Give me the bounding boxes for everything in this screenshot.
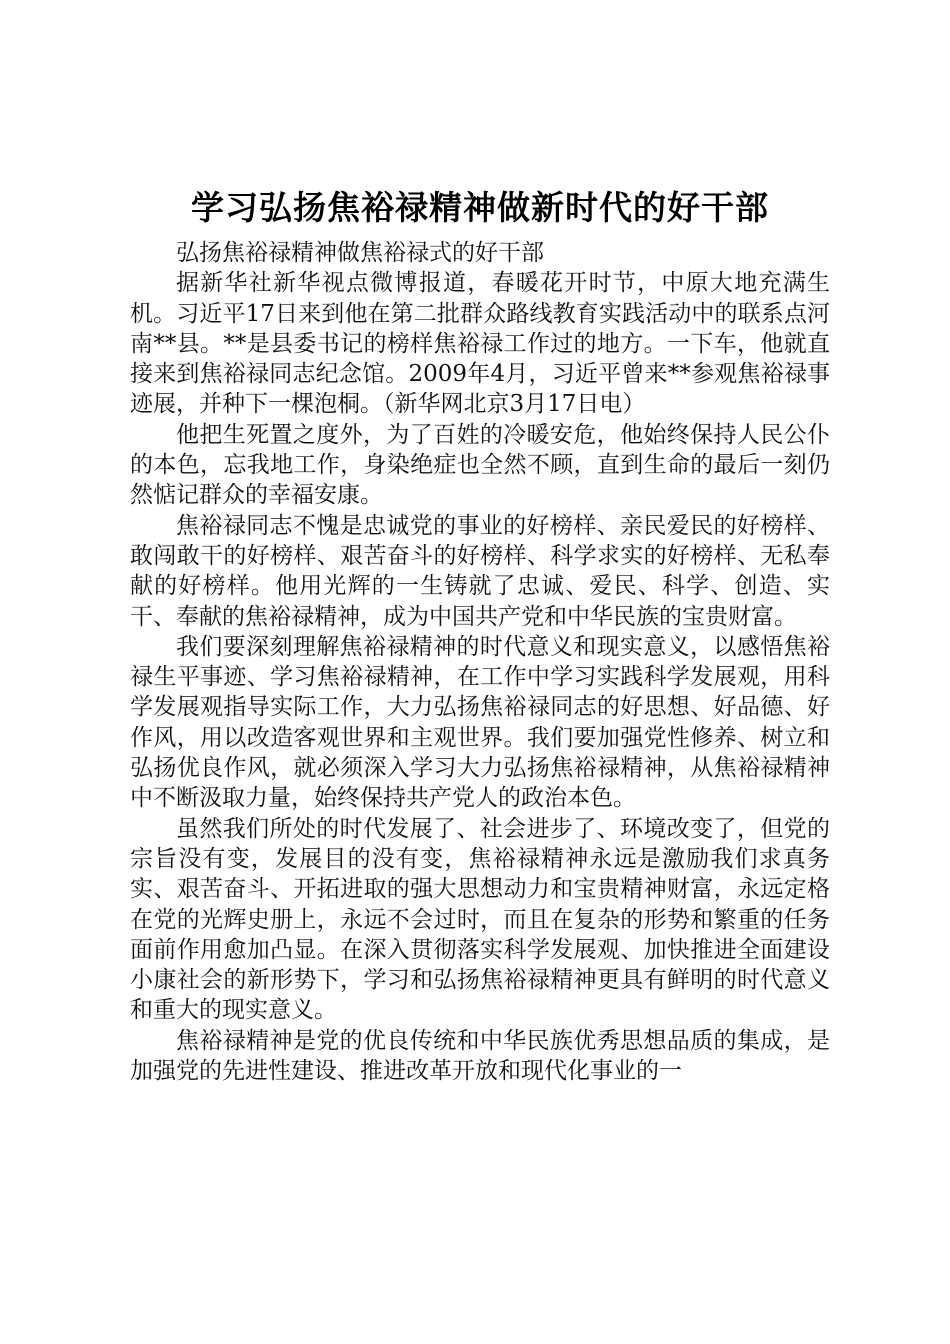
body-paragraph: 我们要深刻理解焦裕禄精神的时代意义和现实意义，以感悟焦裕禄生平事迹、学习焦裕禄精神，在工作中学习实践科学发展观，用科学发展观指导实际工作，大力弘扬焦裕禄同志的好思想、好品德、好作风，用以改造客观世界和主观世界。我们要加强党性修养、树立和弘扬优良作风，就必须深入学习大力弘扬焦裕禄精神，从焦裕禄精神中不断汲取力量，始终保持共产党人的政治本色。: [130, 633, 830, 812]
body-paragraph: 据新华社新华视点微博报道，春暖花开时节，中原大地充满生机。习近平17日来到他在第二批群众路线教育实践活动中的联系点河南**县。**是县委书记的榜样焦裕禄工作过的地方。一下车，他就直接来到焦裕禄同志纪念馆。2009年4月，习近平曾来**参观焦裕禄事迹展，并种下一棵泡桐。（新华网北京3月17日电）: [130, 270, 830, 418]
subtitle-paragraph: 弘扬焦裕禄精神做焦裕禄式的好干部: [176, 240, 544, 266]
body-paragraph: 焦裕禄同志不愧是忠诚党的事业的好榜样、亲民爱民的好榜样、敢闯敢干的好榜样、艰苦奋斗的好榜样、科学求实的好榜样、无私奉献的好榜样。他用光辉的一生铸就了忠诚、爱民、科学、创造、实干、奉献的焦裕禄精神，成为中国共产党和中华民族的宝贵财富。: [130, 512, 830, 630]
body-paragraph: 虽然我们所处的时代发展了、社会进步了、环境改变了，但党的宗旨没有变，发展目的没有变，焦裕禄精神永远是激励我们求真务实、艰苦奋斗、开拓进取的强大思想动力和宝贵精神财富，永远定格在党的光辉史册上，永远不会过时，而且在复杂的形势和繁重的任务面前作用愈加凸显。在深入贯彻落实科学发展观、加快推进全面建设小康社会的新形势下，学习和弘扬焦裕禄精神更具有鲜明的时代意义和重大的现实意义。: [130, 815, 830, 1024]
document-title: 学习弘扬焦裕禄精神做新时代的好干部: [191, 188, 769, 227]
body-paragraph: 他把生死置之度外，为了百姓的冷暖安危，他始终保持人民公仆的本色，忘我地工作，身染绝症也全然不顾，直到生命的最后一刻仍然惦记群众的幸福安康。: [130, 421, 830, 509]
body-paragraph: 焦裕禄精神是党的优良传统和中华民族优秀思想品质的集成，是加强党的先进性建设、推进改革开放和现代化事业的一: [130, 1027, 830, 1085]
document-body: [130, 186, 830, 1086]
